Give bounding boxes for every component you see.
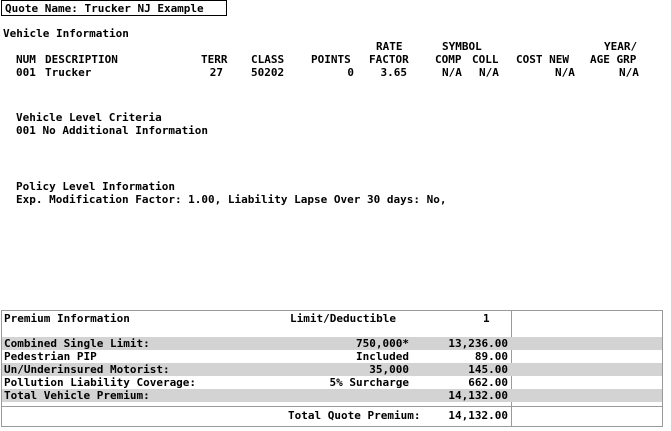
- premium-row-limit: 35,000: [369, 363, 409, 376]
- vehicle-points: 0: [347, 66, 354, 79]
- vehicle-factor: 3.65: [380, 66, 407, 79]
- premium-row-amount: 13,236.00: [448, 337, 508, 350]
- total-quote-label: Total Quote Premium:: [288, 409, 421, 422]
- premium-row-amount: 89.00: [474, 350, 508, 363]
- premium-row-amount: 145.00: [468, 363, 508, 376]
- col-points: POINTS: [311, 53, 351, 66]
- header-rate: RATE: [376, 40, 403, 53]
- col-cost-new: COST NEW: [516, 53, 569, 66]
- premium-row-limit: 750,000*: [356, 337, 409, 350]
- header-year: YEAR/: [604, 40, 638, 53]
- premium-row-label: Pedestrian PIP: [4, 350, 97, 363]
- premium-row-label: Total Vehicle Premium:: [4, 389, 150, 402]
- premium-row-limit: 5% Surcharge: [329, 376, 409, 389]
- vehicle-terr: 27: [209, 66, 223, 79]
- col-class: CLASS: [251, 53, 285, 66]
- col-coll: COLL: [472, 53, 499, 66]
- premium-row-label: Un/Underinsured Motorist:: [4, 363, 170, 376]
- vehicle-coll: N/A: [479, 66, 499, 79]
- premium-header-limit: Limit/Deductible: [290, 312, 396, 325]
- vehicle-criteria-heading: Vehicle Level Criteria: [16, 111, 162, 124]
- vehicle-description: Trucker: [45, 66, 92, 79]
- col-factor: FACTOR: [369, 53, 409, 66]
- vehicle-comp: N/A: [442, 66, 462, 79]
- premium-row-label: Pollution Liability Coverage:: [4, 376, 197, 389]
- premium-row-limit: Included: [356, 350, 409, 363]
- premium-header-label: Premium Information: [4, 312, 130, 325]
- premium-table: [1, 310, 663, 427]
- policy-info-heading: Policy Level Information: [16, 180, 175, 193]
- vehicle-info-heading: Vehicle Information: [3, 27, 129, 40]
- col-age-grp: AGE GRP: [590, 53, 637, 66]
- vehicle-age-grp: N/A: [619, 66, 639, 79]
- vehicle-class: 50202: [251, 66, 285, 79]
- policy-info-line: Exp. Modification Factor: 1.00, Liability Lapse Over 30 days: No,: [16, 193, 447, 206]
- col-description: DESCRIPTION: [45, 53, 118, 66]
- col-comp: COMP: [435, 53, 462, 66]
- total-quote-amount: 14,132.00: [448, 409, 508, 422]
- premium-row-amount: 662.00: [468, 376, 508, 389]
- premium-row-amount: 14,132.00: [448, 389, 508, 402]
- col-num: NUM: [16, 53, 36, 66]
- quote-name: Quote Name: Trucker NJ Example: [5, 2, 204, 15]
- quote-name-box: [1, 0, 227, 16]
- premium-header-vehicle: 1: [483, 312, 490, 325]
- header-symbol: SYMBOL: [442, 40, 482, 53]
- premium-row-label: Combined Single Limit:: [4, 337, 150, 350]
- vehicle-cost-new: N/A: [555, 66, 575, 79]
- vehicle-num: 001: [16, 66, 36, 79]
- vehicle-criteria-line: 001 No Additional Information: [16, 124, 209, 137]
- col-terr: TERR: [201, 53, 228, 66]
- premium-total-divider: [2, 406, 662, 407]
